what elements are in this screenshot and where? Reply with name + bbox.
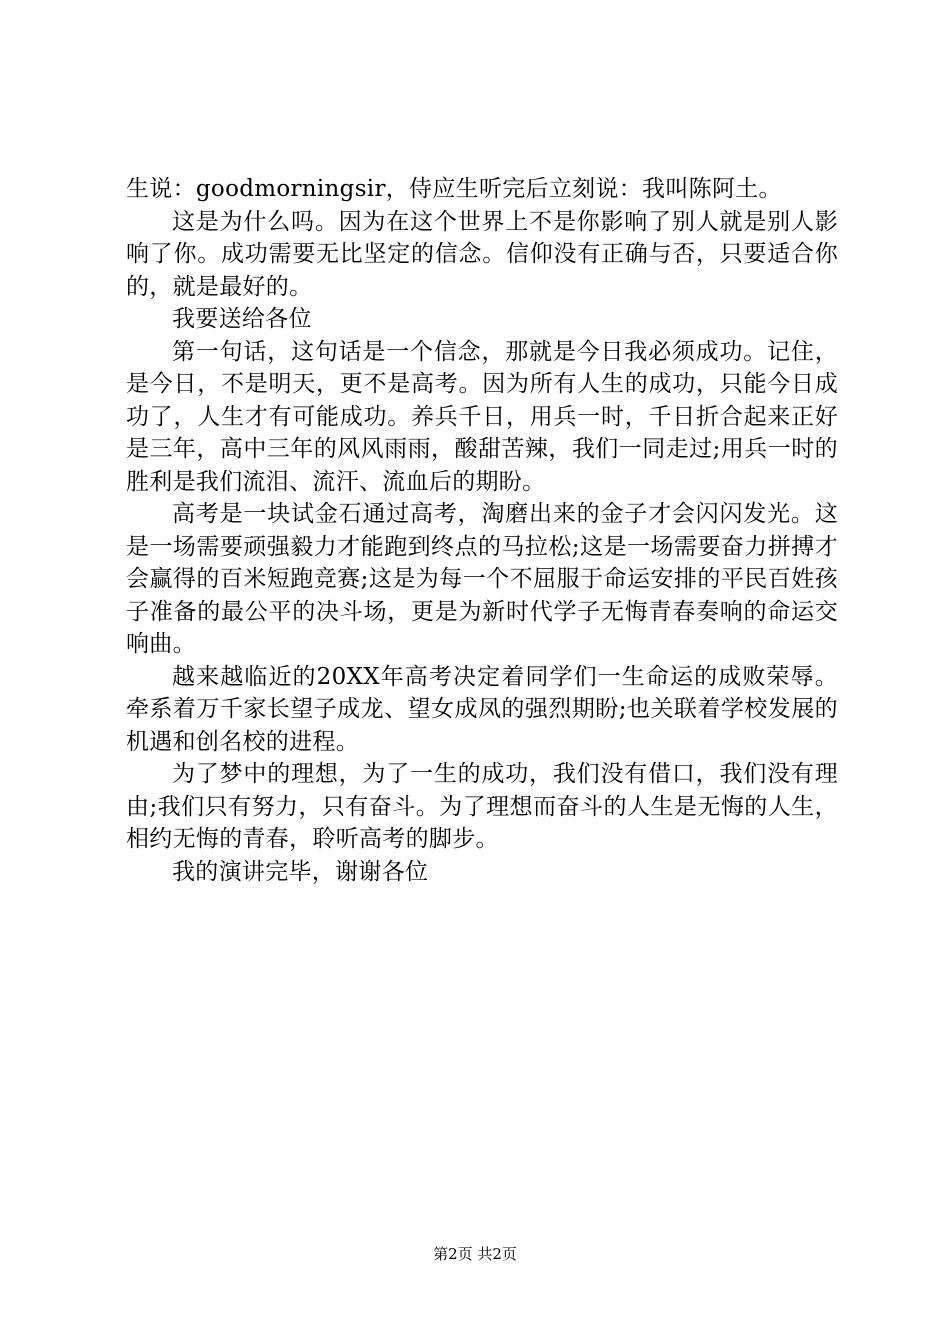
paragraph-closing: 我的演讲完毕，谢谢各位 <box>172 858 429 885</box>
paragraph: 越来越临近的20XX年高考决定着同学们一生命运的成败荣辱。牵系着万千家长望子成龙、望女成凤的强烈期盼;也关联着学校发展的机遇和创名校的进程。 <box>126 663 838 755</box>
paragraph: 为了梦中的理想，为了一生的成功，我们没有借口，我们没有理由;我们只有努力，只有奋斗。为了理想而奋斗的人生是无悔的人生，相约无悔的青春，聆听高考的脚步。 <box>126 761 838 852</box>
paragraph: 第一句话，这句话是一个信念，那就是今日我必须成功。记住，是今日，不是明天，更不是高考。因为所有人生的成功，只能今日成功了，人生才有可能成功。养兵千日，用兵一时，千日折合起来正好是三年，高中三年的风风雨雨，酸甜苦辣，我们一同走过;用兵一时的胜利是我们流泪、流汗、流血后的期盼。 <box>126 338 838 495</box>
document-body <box>126 173 838 888</box>
paragraph: 我要送给各位 <box>172 306 312 332</box>
paragraph: 高考是一块试金石通过高考，淘磨出来的金子才会闪闪发光。这是一场需要顽强毅力才能跑到终点的马拉松;这是一场需要奋力拼搏才会赢得的百米短跑竞赛;这是为每一个不屈服于命运安排的平民百姓孩子准备的最公平的决斗场，更是为新时代学子无悔青春奏响的命运交响曲。 <box>126 501 838 657</box>
paragraph-continuation: 生说：goodmorningsir，侍应生听完后立刻说：我叫陈阿土。 <box>126 176 782 202</box>
paragraph: 这是为什么吗。因为在这个世界上不是你影响了别人就是别人影响了你。成功需要无比坚定的信念。信仰没有正确与否，只要适合你的，就是最好的。 <box>126 208 838 300</box>
page-number-footer: 第2页 共2页 <box>433 1245 517 1263</box>
